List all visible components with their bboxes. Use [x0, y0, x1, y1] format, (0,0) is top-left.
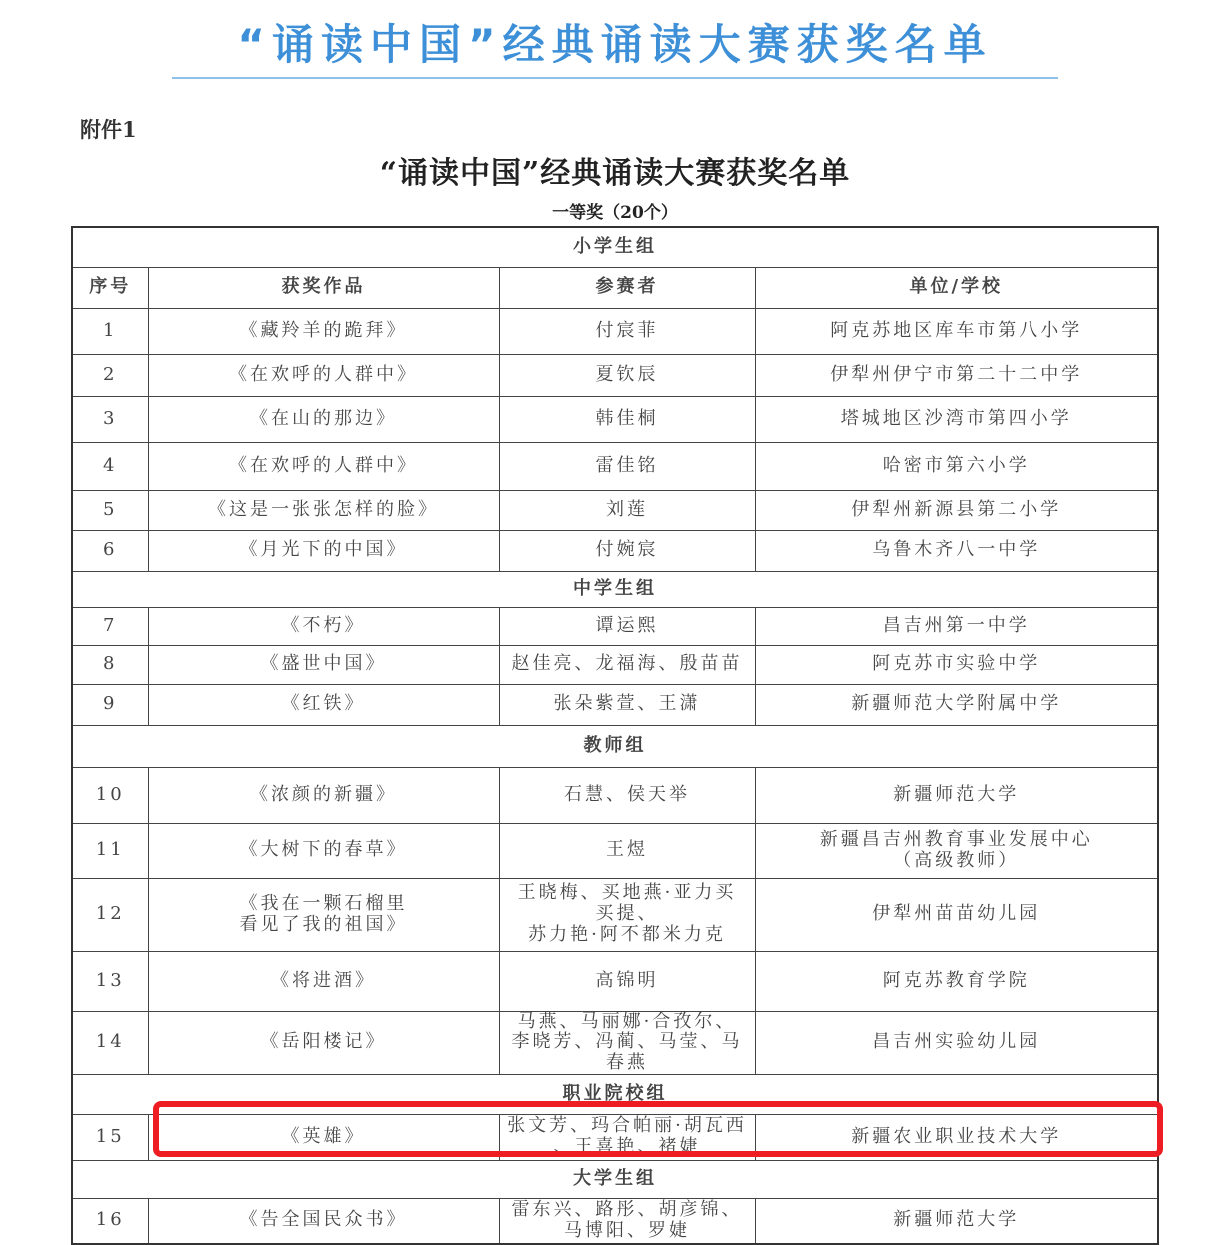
work-title: 《大树下的春草》	[148, 823, 499, 878]
work-title	[148, 878, 499, 951]
unit-school: 伊犁州新源县第二小学	[755, 490, 1158, 530]
participants: 刘莲	[499, 490, 755, 530]
row-number: 3	[72, 396, 148, 442]
table-row	[72, 442, 1158, 490]
unit-school: 阿克苏市实验中学	[755, 645, 1158, 684]
table-row	[72, 530, 1158, 571]
unit-school: 新疆农业职业技术大学	[755, 1114, 1158, 1160]
table-row	[72, 951, 1158, 1011]
table-row	[72, 684, 1158, 725]
unit-school: 乌鲁木齐八一中学	[755, 530, 1158, 571]
unit-school: 昌吉州第一中学	[755, 607, 1158, 645]
participants-line: 买提、	[595, 903, 659, 925]
work-title: 《告全国民众书》	[148, 1198, 499, 1244]
participants	[499, 1011, 755, 1074]
document-title: “诵读中国”经典诵读大赛获奖名单	[379, 156, 851, 191]
group-header-vocational: 职业院校组	[72, 1074, 1158, 1114]
group-header-university: 大学生组	[72, 1160, 1158, 1198]
unit-school: 新疆师范大学附属中学	[755, 684, 1158, 725]
participants: 王煜	[499, 823, 755, 878]
participants-line: 马燕、马丽娜·合孜尔、	[517, 1010, 737, 1032]
participants: 石慧、侯天举	[499, 767, 755, 823]
participants	[499, 878, 755, 951]
participants: 赵佳亮、龙福海、殷苗苗	[499, 645, 755, 684]
group-header-primary: 小学生组	[72, 227, 1158, 267]
participants-line: 王晓梅、买地燕·亚力买	[517, 882, 737, 904]
work-line: 《我在一颗石榴里	[239, 892, 408, 914]
group-header-teacher: 教师组	[72, 725, 1158, 767]
banner-divider	[172, 77, 1058, 79]
table-row	[72, 823, 1158, 878]
table-row	[72, 490, 1158, 530]
row-number: 2	[72, 354, 148, 396]
participants: 韩佳桐	[499, 396, 755, 442]
work-title: 《在山的那边》	[148, 396, 499, 442]
table-row	[72, 1198, 1158, 1244]
table-row	[72, 645, 1158, 684]
table-row	[72, 308, 1158, 354]
work-title: 《红铁》	[148, 684, 499, 725]
unit-line: （高级教师）	[893, 849, 1020, 871]
participants: 张朵紫萱、王潇	[499, 684, 755, 725]
work-title: 《不朽》	[148, 607, 499, 645]
participants-line: 李晓芳、冯蔺、马莹、马	[511, 1031, 743, 1053]
highlight-box	[153, 1101, 1163, 1157]
award-level-label: 一等奖（20个）	[552, 203, 678, 223]
table-row	[72, 607, 1158, 645]
unit-school: 新疆师范大学	[755, 767, 1158, 823]
unit-school: 伊犁州伊宁市第二十二中学	[755, 354, 1158, 396]
participants: 高锦明	[499, 951, 755, 1011]
unit-school: 塔城地区沙湾市第四小学	[755, 396, 1158, 442]
work-title: 《将进酒》	[148, 951, 499, 1011]
unit-school: 新疆师范大学	[755, 1198, 1158, 1244]
work-title: 《在欢呼的人群中》	[148, 354, 499, 396]
row-number: 16	[72, 1198, 148, 1244]
group-header-secondary: 中学生组	[72, 571, 1158, 607]
row-number: 9	[72, 684, 148, 725]
unit-school: 伊犁州苗苗幼儿园	[755, 878, 1158, 951]
unit-school: 昌吉州实验幼儿园	[755, 1011, 1158, 1074]
unit-school: 阿克苏地区库车市第八小学	[755, 308, 1158, 354]
participants-line: 雷东兴、路彤、胡彦锦、	[511, 1199, 743, 1221]
awards-table	[71, 226, 1159, 1245]
row-number: 7	[72, 607, 148, 645]
row-number: 1	[72, 308, 148, 354]
row-number: 8	[72, 645, 148, 684]
table-row	[72, 354, 1158, 396]
participants-line: 春燕	[606, 1051, 648, 1073]
participants: 付婉宸	[499, 530, 755, 571]
row-number: 4	[72, 442, 148, 490]
table-row	[72, 767, 1158, 823]
unit-school	[755, 823, 1158, 878]
attachment-label: 附件1	[80, 117, 137, 142]
participants	[499, 1198, 755, 1244]
participants-line: 马博阳、罗婕	[564, 1219, 690, 1241]
row-number: 15	[72, 1114, 148, 1160]
row-number: 5	[72, 490, 148, 530]
unit-line: 新疆昌吉州教育事业发展中心	[819, 828, 1093, 850]
row-number: 6	[72, 530, 148, 571]
participants-line: 、王喜艳、褚婕	[553, 1136, 701, 1158]
participants-line: 张文芳、玛合帕丽·胡瓦西	[507, 1115, 747, 1137]
work-title: 《藏羚羊的跪拜》	[148, 308, 499, 354]
unit-school: 哈密市第六小学	[755, 442, 1158, 490]
participants: 雷佳铭	[499, 442, 755, 490]
participants: 谭运熙	[499, 607, 755, 645]
participants: 夏钦辰	[499, 354, 755, 396]
work-title: 《在欢呼的人群中》	[148, 442, 499, 490]
work-title: 《浓颜的新疆》	[148, 767, 499, 823]
column-header-no: 序号	[72, 267, 148, 308]
work-title: 《岳阳楼记》	[148, 1011, 499, 1074]
work-title: 《英雄》	[148, 1114, 499, 1160]
banner-title: “诵读中国”经典诵读大赛获奖名单	[237, 20, 993, 69]
table-row	[72, 396, 1158, 442]
row-number: 11	[72, 823, 148, 878]
work-title: 《月光下的中国》	[148, 530, 499, 571]
column-header-participants: 参赛者	[499, 267, 755, 308]
work-title: 《这是一张张怎样的脸》	[148, 490, 499, 530]
row-number: 10	[72, 767, 148, 823]
table-row	[72, 1011, 1158, 1074]
row-number: 13	[72, 951, 148, 1011]
participants-line: 苏力艳·阿不都米力克	[528, 923, 726, 945]
work-line: 看见了我的祖国》	[239, 913, 408, 935]
column-header-work: 获奖作品	[148, 267, 499, 308]
unit-school: 阿克苏教育学院	[755, 951, 1158, 1011]
row-number: 14	[72, 1011, 148, 1074]
work-title: 《盛世中国》	[148, 645, 499, 684]
participants: 付宸菲	[499, 308, 755, 354]
column-header-unit: 单位/学校	[755, 267, 1158, 308]
row-number: 12	[72, 878, 148, 951]
table-row	[72, 878, 1158, 951]
